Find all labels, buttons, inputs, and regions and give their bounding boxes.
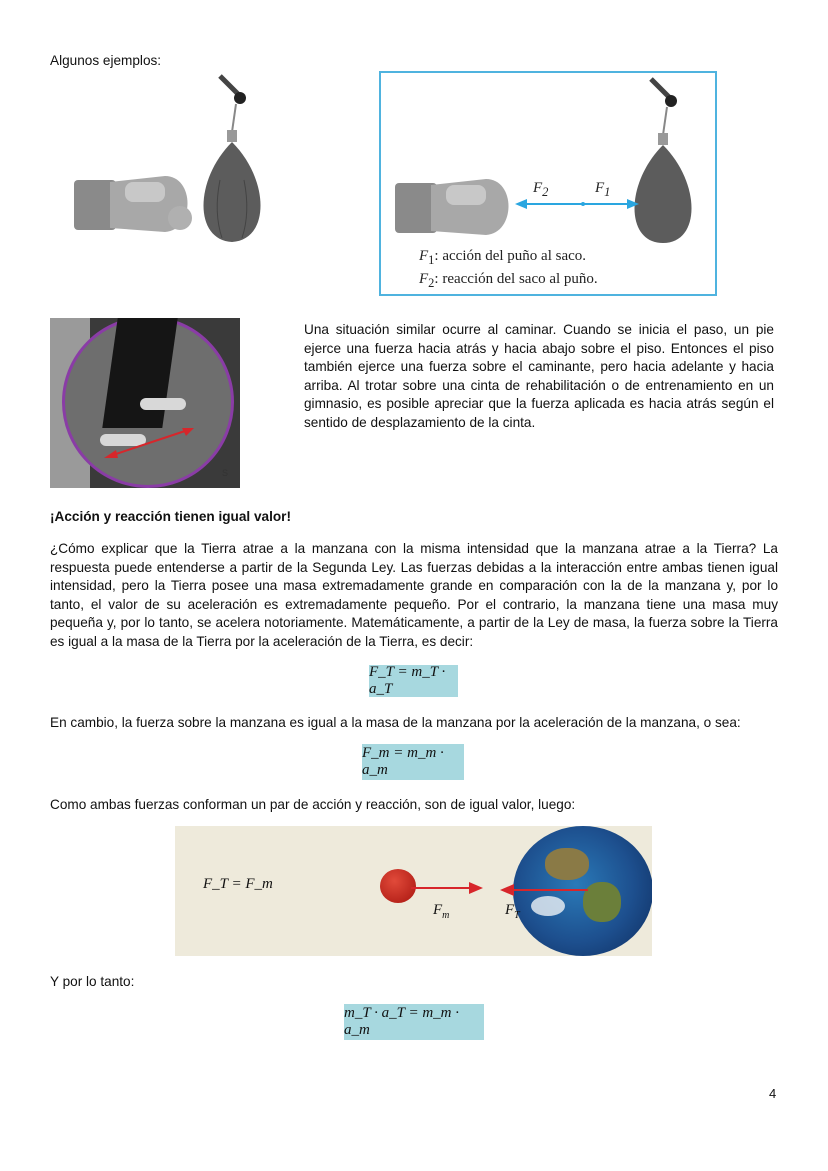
action-reaction-figure — [379, 71, 717, 296]
f1-label: $F_1$ — [595, 180, 611, 199]
section-heading: ¡Acción y reacción tienen igual valor! — [50, 509, 291, 524]
eq3-text: m_T · a_T = m_m · a_m — [344, 1005, 460, 1038]
treadmill-photo — [50, 318, 240, 488]
apple-paragraph: En cambio, la fuerza sobre la manzana es igual a la masa de la manzana por la aceleración de la manzana, o sea: — [50, 715, 741, 730]
eq2-text: F_m = m_m · a_m — [362, 745, 444, 778]
equation-earth-force — [369, 665, 458, 697]
photo-mark: S — [222, 468, 229, 478]
main-paragraph: ¿Cómo explicar que la Tierra atrae a la manzana con la misma intensidad que la manzana atrae a la Tierra? La respuesta puede entenderse a partir de la Segunda Ley. Las fuerzas debidas a la interacción entre ambas tienen igual intensidad, pero la Tierra posee una masa extremadamente grande en comparación con la de la manzana y, por lo tanto, el valor de su aceleración es extremadamente pequeño. Por el contrario, la manzana tiene una masa muy pequeña y, por lo tanto, se acelera notoriamente. Matemáticamente, a partir de la Ley de masa, la fuerza sobre la Tierra es igual a la masa de la Tierra por la aceleración de la Tierra, es decir: — [50, 541, 778, 649]
punch-bag-diagram — [391, 73, 711, 243]
equation-mass-acceleration — [344, 1004, 484, 1040]
boxing-illustration — [70, 70, 270, 250]
eq1-text: F_T = m_T · a_T — [369, 664, 446, 697]
earth-apple-figure — [175, 826, 652, 956]
earth-force-arrow — [498, 880, 598, 900]
page-number: 4 — [769, 1086, 777, 1101]
caption-f2: $F_2$: reacción del saco al puño. — [419, 271, 598, 290]
earth-fig-equation: F_T = F_m — [203, 876, 273, 892]
f2-label: $F_2$ — [533, 180, 549, 199]
caption-f1: $F_1$: acción del puño al saco. — [419, 248, 587, 267]
equation-apple-force — [362, 744, 464, 780]
both-forces-paragraph: Como ambas fuerzas conforman un par de acción y reacción, son de igual valor, luego: — [50, 797, 576, 812]
ft-label: $F_T$ — [505, 902, 520, 921]
walk-paragraph: Una situación similar ocurre al caminar. Cuando se inicia el paso, un pie ejerce una fuerza hacia atrás y hacia abajo sobre el piso. Entonces el piso también ejerce una fuerza sobre el caminante, pero hacia adelante y hacia arriba. Al trotar sobre una cinta de rehabilitación o de entrenamiento en un gimnasio, es posible apreciar que la fuerza aplicada es hacia atrás según el sentido de desplazamiento de la cinta. — [304, 322, 774, 430]
intro-text: Algunos ejemplos: — [50, 53, 162, 68]
therefore-text: Y por lo tanto: — [50, 974, 135, 989]
fm-label: $F_m$ — [433, 902, 450, 921]
